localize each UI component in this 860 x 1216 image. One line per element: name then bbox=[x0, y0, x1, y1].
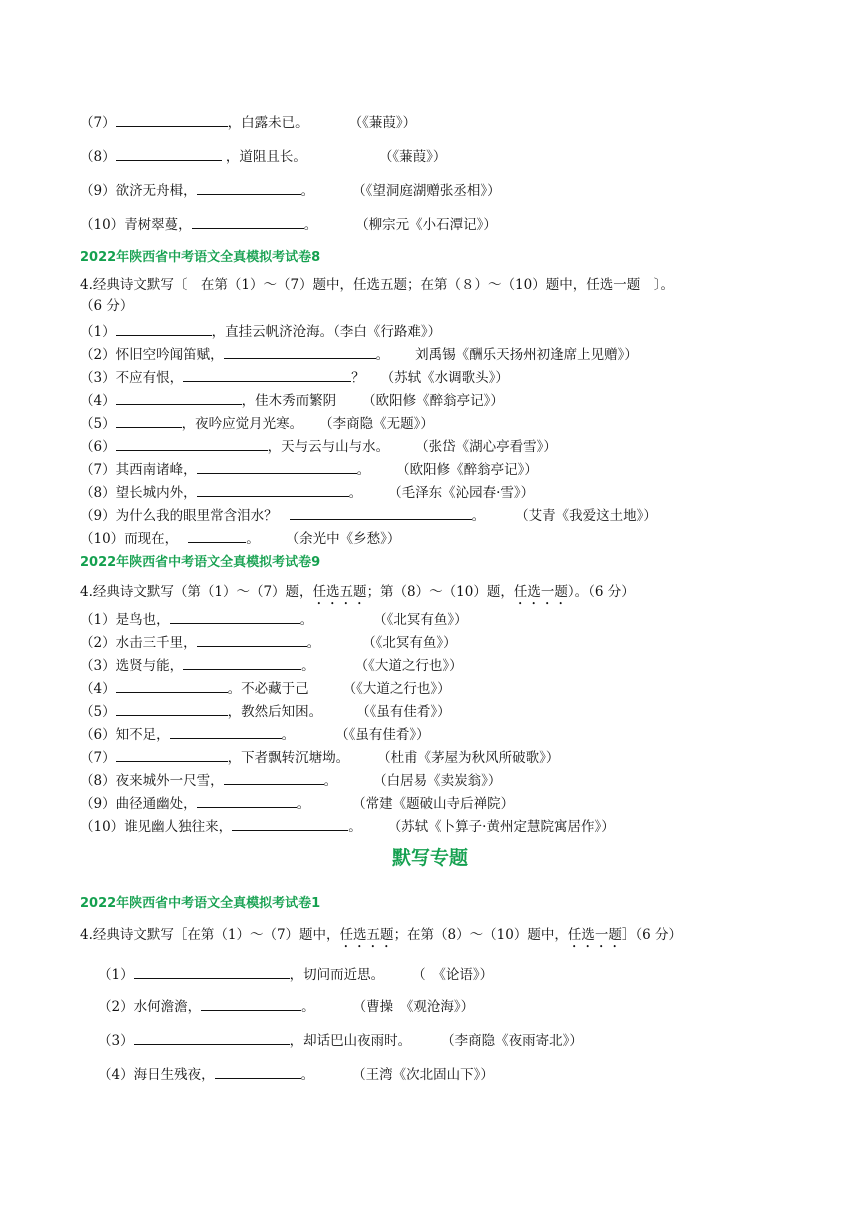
answer-blank[interactable] bbox=[215, 1064, 301, 1079]
question-line: （5） ，教然后知困。 （《虽有佳肴》） bbox=[80, 701, 451, 721]
answer-blank[interactable] bbox=[201, 996, 301, 1011]
answer-blank[interactable] bbox=[183, 655, 301, 670]
question-line: （10）而现在， 。 （余光中《乡愁》） bbox=[80, 528, 400, 548]
question-line: （1）是鸟也， 。 （《北冥有鱼》） bbox=[80, 609, 468, 629]
answer-blank[interactable] bbox=[224, 344, 376, 359]
question-line: （3） ，却话巴山夜雨时。 （李商隐《夜雨寄北》） bbox=[98, 1030, 583, 1050]
question-line: （2）水何澹澹， 。 （曹操 《观沧海》） bbox=[98, 996, 474, 1016]
answer-blank[interactable] bbox=[134, 1030, 290, 1045]
question-line: （10）青树翠蔓， 。 （柳宗元《小石潭记》） bbox=[80, 214, 497, 234]
instruction-line: 4.经典诗文默写［在第（1）～（7）题中，任选五题；在第（8）～（10）题中，任选一题］（6 分） bbox=[80, 927, 682, 943]
exam-heading: 2022年陕西省中考语文全真模拟考试卷1 bbox=[80, 896, 321, 911]
answer-blank[interactable] bbox=[197, 482, 349, 497]
answer-blank[interactable] bbox=[116, 112, 228, 127]
instruction-line: 4.经典诗文默写（第（1）～（7）题，任选五题；第（8）～（10）题，任选一题）。（6 分） bbox=[80, 584, 635, 600]
answer-blank[interactable] bbox=[116, 390, 242, 405]
question-line: （5） ，夜吟应觉月光寒。 （李商隐《无题》） bbox=[80, 413, 434, 433]
question-line: （2）怀旧空吟闻笛赋， 。 刘禹锡《酬乐天扬州初逢席上见赠》） bbox=[80, 344, 638, 364]
exam-heading: 2022年陕西省中考语文全真模拟考试卷9 bbox=[80, 555, 321, 570]
instruction-line: （6 分） bbox=[80, 298, 134, 314]
question-line: （10）谁见幽人独往来， 。 （苏轼《卜算子·黄州定慧院寓居作》） bbox=[80, 816, 615, 836]
instruction-line: 4.经典诗文默写〔 在第（1）～（7）题中，任选五题；在第（８）～（10）题中，任选一题 〕。 bbox=[80, 277, 674, 293]
exam-heading: 2022年陕西省中考语文全真模拟考试卷8 bbox=[80, 250, 321, 265]
question-line: （9）欲济无舟楫， 。 （《望洞庭湖赠张丞相》） bbox=[80, 180, 501, 200]
answer-blank[interactable] bbox=[170, 609, 300, 624]
answer-blank[interactable] bbox=[116, 678, 228, 693]
question-line: （1） ，直挂云帆济沧海。（李白《行路难》） bbox=[80, 321, 441, 341]
question-line: （6）知不足， 。 （《虽有佳肴》） bbox=[80, 724, 430, 744]
section-title: 默写专题 bbox=[391, 847, 468, 869]
question-line: （3）不应有恨， ？ （苏轼《水调歌头》） bbox=[80, 367, 509, 387]
answer-blank[interactable] bbox=[116, 413, 182, 428]
answer-blank[interactable] bbox=[192, 214, 304, 229]
answer-blank[interactable] bbox=[197, 793, 297, 808]
answer-blank[interactable] bbox=[232, 816, 348, 831]
question-line: （4） ，佳木秀而繁阴 （欧阳修《醉翁亭记》） bbox=[80, 390, 504, 410]
question-line: （8）夜来城外一尺雪， 。 （白居易《卖炭翁》） bbox=[80, 770, 501, 790]
answer-blank[interactable] bbox=[290, 505, 472, 520]
question-line: （4）海日生残夜， 。 （王湾《次北固山下》） bbox=[98, 1064, 494, 1084]
question-line: （2）水击三千里， 。 （《北冥有鱼》） bbox=[80, 632, 457, 652]
question-line: （3）选贤与能， 。 （《大道之行也》） bbox=[80, 655, 463, 675]
question-line: （7）其西南诸峰， 。 （欧阳修《醉翁亭记》） bbox=[80, 459, 538, 479]
question-line: （4） 。不必藏于己 （《大道之行也》） bbox=[80, 678, 451, 698]
answer-blank[interactable] bbox=[116, 701, 228, 716]
question-line: （9）曲径通幽处， 。 （常建《题破山寺后禅院） bbox=[80, 793, 514, 813]
answer-blank[interactable] bbox=[197, 180, 301, 195]
answer-blank[interactable] bbox=[170, 724, 282, 739]
answer-blank[interactable] bbox=[188, 528, 246, 543]
question-line: （6） ，天与云与山与水。 （张岱《湖心亭看雪》） bbox=[80, 436, 557, 456]
question-line: （9）为什么我的眼里常含泪水？ 。 （艾青《我爱这土地》） bbox=[80, 505, 657, 525]
answer-blank[interactable] bbox=[116, 436, 268, 451]
answer-blank[interactable] bbox=[197, 459, 357, 474]
answer-blank[interactable] bbox=[224, 770, 324, 785]
answer-blank[interactable] bbox=[183, 367, 351, 382]
question-line: （7） ，下者飘转沉塘坳。 （杜甫《茅屋为秋风所破歌》） bbox=[80, 747, 559, 767]
answer-blank[interactable] bbox=[116, 747, 228, 762]
question-line: （1） ，切问而近思。 （ 《论语》） bbox=[98, 964, 493, 984]
question-line: （8） ，道阻且长。 （《蒹葭》） bbox=[80, 146, 446, 166]
answer-blank[interactable] bbox=[134, 964, 290, 979]
answer-blank[interactable] bbox=[116, 321, 212, 336]
answer-blank[interactable] bbox=[197, 632, 307, 647]
question-line: （8）望长城内外， 。 （毛泽东《沁园春·雪》） bbox=[80, 482, 534, 502]
question-line: （7） ，白露未已。 （《蒹葭》） bbox=[80, 112, 416, 132]
answer-blank[interactable] bbox=[116, 146, 222, 161]
